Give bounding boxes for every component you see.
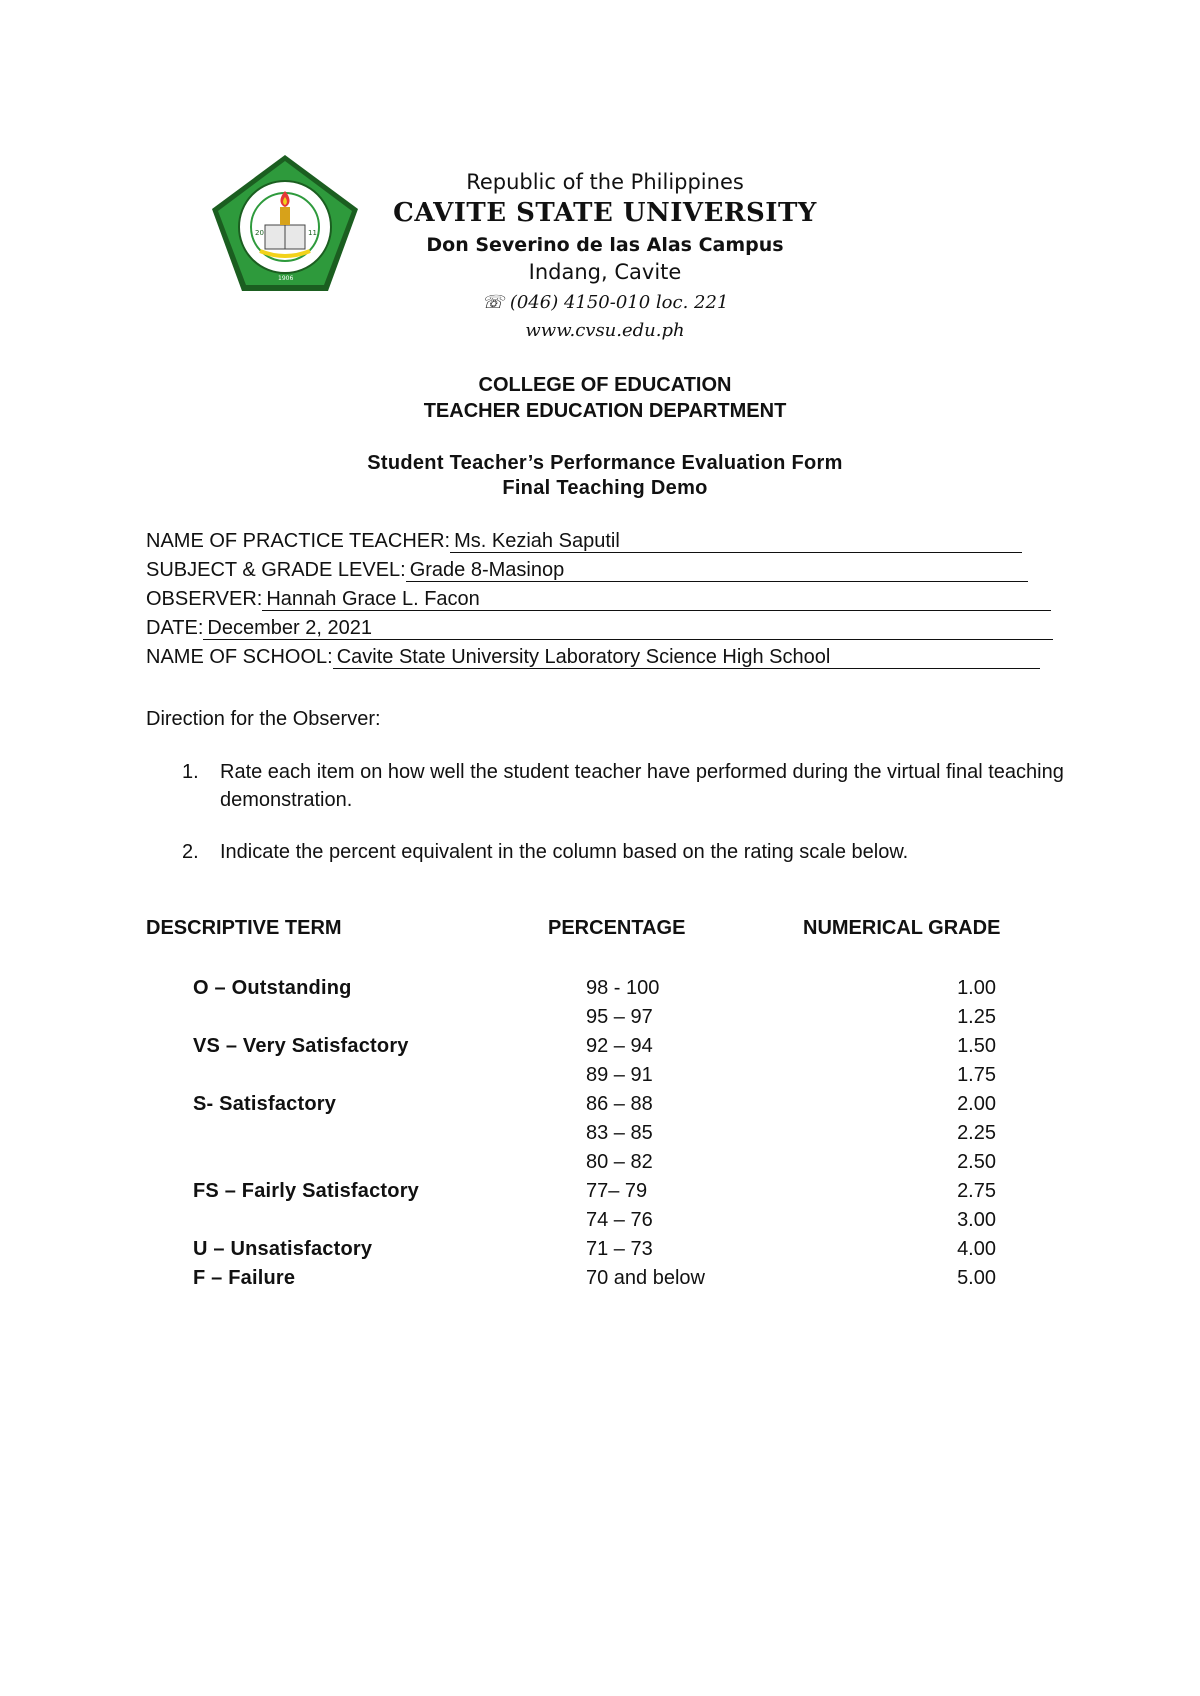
percentage-range: 86 – 88 — [586, 1093, 653, 1115]
numerical-grade: 1.50 — [957, 1035, 996, 1057]
campus-name: Don Severino de las Alas Campus — [426, 234, 784, 256]
university-name: CAVITE STATE UNIVERSITY — [393, 198, 817, 228]
numerical-grade: 5.00 — [957, 1267, 996, 1289]
republic-line: Republic of the Philippines — [466, 170, 744, 194]
college-name: COLLEGE OF EDUCATION — [478, 374, 732, 396]
date-value[interactable]: December 2, 2021 — [203, 617, 1053, 640]
percentage-range: 92 – 94 — [586, 1035, 653, 1057]
rating-scale-row — [0, 1122, 1200, 1151]
descriptive-term: S- Satisfactory — [193, 1093, 337, 1115]
observer-value[interactable]: Hannah Grace L. Facon — [262, 588, 1051, 611]
numerical-grade: 2.75 — [957, 1180, 996, 1202]
date-field — [146, 617, 1053, 640]
numerical-grade: 1.25 — [957, 1006, 996, 1028]
percentage-range: 95 – 97 — [586, 1006, 653, 1028]
practice-teacher-field — [146, 530, 1022, 553]
percentage-header: PERCENTAGE — [548, 917, 686, 939]
numerical-grade: 1.75 — [957, 1064, 996, 1086]
subject-grade-label: SUBJECT & GRADE LEVEL: — [146, 559, 406, 581]
university-seal-logo — [208, 153, 363, 293]
rating-scale-row — [0, 1035, 1200, 1064]
descriptive-term: FS – Fairly Satisfactory — [193, 1180, 420, 1202]
numerical-grade-header: NUMERICAL GRADE — [803, 917, 1001, 939]
numerical-grade: 1.00 — [957, 977, 996, 999]
school-field — [146, 646, 1040, 669]
form-title: Student Teacher’s Performance Evaluation Form — [367, 452, 843, 474]
subject-grade-value[interactable]: Grade 8-Masinop — [406, 559, 1028, 582]
rating-scale-row — [0, 1151, 1200, 1180]
instruction-number: 2. — [182, 841, 199, 863]
numerical-grade: 4.00 — [957, 1238, 996, 1260]
subject-grade-field — [146, 559, 1028, 582]
percentage-range: 80 – 82 — [586, 1151, 653, 1173]
department-name: TEACHER EDUCATION DEPARTMENT — [423, 400, 787, 422]
descriptive-term: F – Failure — [193, 1267, 296, 1289]
descriptive-term: VS – Very Satisfactory — [193, 1035, 409, 1057]
svg-text:20: 20 — [255, 229, 264, 237]
descriptive-term: U – Unsatisfactory — [193, 1238, 373, 1260]
instruction-text: Rate each item on how well the student teacher have performed during the virtual final teaching demonstration. — [220, 761, 1064, 811]
descriptive-term: O – Outstanding — [193, 977, 352, 999]
form-subtitle: Final Teaching Demo — [502, 477, 708, 499]
practice-teacher-label: NAME OF PRACTICE TEACHER: — [146, 530, 451, 552]
rating-scale-row — [0, 1238, 1200, 1267]
numerical-grade: 2.50 — [957, 1151, 996, 1173]
instruction-text: Indicate the percent equivalent in the column based on the rating scale below. — [220, 841, 909, 863]
numerical-grade: 2.25 — [957, 1122, 996, 1144]
direction-heading: Direction for the Observer: — [146, 708, 381, 730]
percentage-range: 83 – 85 — [586, 1122, 653, 1144]
percentage-range: 77– 79 — [586, 1180, 648, 1202]
school-value[interactable]: Cavite State University Laboratory Science High School — [333, 646, 1040, 669]
rating-scale-row — [0, 1064, 1200, 1093]
numerical-grade: 3.00 — [957, 1209, 996, 1231]
percentage-range: 74 – 76 — [586, 1209, 653, 1231]
date-label: DATE: — [146, 617, 204, 639]
numerical-grade: 2.00 — [957, 1093, 996, 1115]
rating-scale-row — [0, 1267, 1200, 1296]
practice-teacher-value[interactable]: Ms. Keziah Saputil — [450, 530, 1022, 553]
svg-text:1906: 1906 — [278, 275, 294, 282]
rating-scale-row — [0, 1180, 1200, 1209]
observer-label: OBSERVER: — [146, 588, 263, 610]
svg-text:11: 11 — [308, 229, 317, 237]
website-link[interactable]: www.cvsu.edu.ph — [525, 320, 685, 341]
percentage-range: 98 - 100 — [586, 977, 660, 999]
rating-scale-row — [0, 1006, 1200, 1035]
percentage-range: 70 and below — [586, 1267, 705, 1289]
phone-number: ☏ (046) 4150-010 loc. 221 — [481, 292, 729, 313]
percentage-range: 71 – 73 — [586, 1238, 653, 1260]
town-name: Indang, Cavite — [528, 260, 682, 284]
observer-field — [146, 588, 1051, 611]
rating-scale-row — [0, 1209, 1200, 1238]
percentage-range: 89 – 91 — [586, 1064, 653, 1086]
rating-scale-row — [0, 1093, 1200, 1122]
rating-scale-row — [0, 977, 1200, 1006]
school-label: NAME OF SCHOOL: — [146, 646, 333, 668]
descriptive-term-header: DESCRIPTIVE TERM — [146, 917, 342, 939]
instruction-number: 1. — [182, 761, 199, 783]
